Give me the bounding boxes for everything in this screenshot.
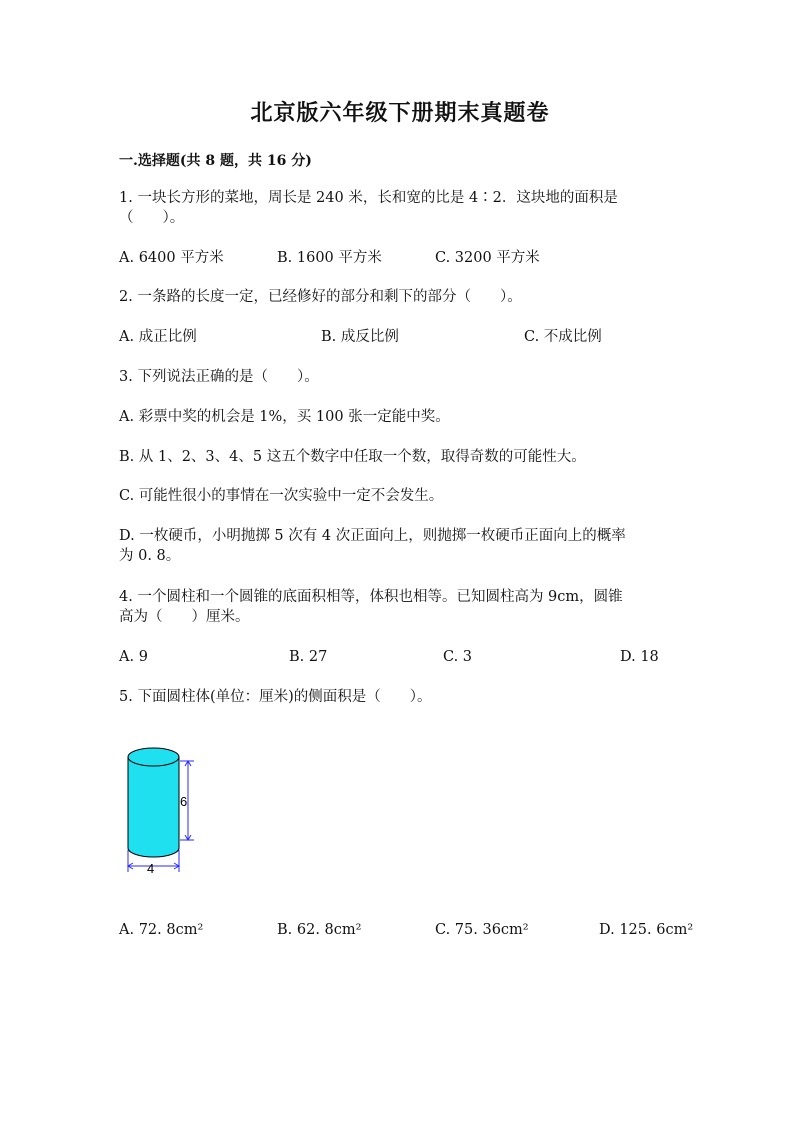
question-5-option-d[interactable]: D. 125. 6cm²: [599, 922, 694, 938]
question-4-option-a[interactable]: A. 9: [119, 649, 148, 665]
question-4-text-cont: 高为（ ）厘米。: [119, 609, 250, 625]
question-5-option-a[interactable]: A. 72. 8cm²: [119, 922, 204, 938]
cylinder-body: [128, 757, 179, 857]
question-3-option-b[interactable]: B. 从 1、2、3、4、5 这五个数字中任取一个数，取得奇数的可能性大。: [119, 449, 586, 465]
question-5-text: 5. 下面圆柱体(单位：厘米)的侧面积是（ ）。: [119, 689, 432, 705]
cylinder-top: [128, 748, 179, 766]
question-4-option-b[interactable]: B. 27: [289, 649, 328, 665]
question-1-option-b[interactable]: B. 1600 平方米: [277, 250, 382, 266]
question-4-option-d[interactable]: D. 18: [620, 649, 659, 665]
page-title: 北京版六年级下册期末真题卷: [250, 100, 550, 126]
section-heading: 一.选择题(共 8 题，共 16 分): [119, 153, 312, 169]
question-1-text: 1. 一块长方形的菜地，周长是 240 米，长和宽的比是 4∶2．这块地的面积是: [119, 190, 618, 206]
question-5-option-c[interactable]: C. 75. 36cm²: [435, 922, 529, 938]
question-3-option-d[interactable]: D. 一枚硬币，小明抛掷 5 次有 4 次正面向上，则抛掷一枚硬币正面向上的概率: [119, 528, 626, 544]
diameter-label: 4: [147, 861, 155, 876]
question-2-option-b[interactable]: B. 成反比例: [321, 329, 399, 345]
height-label: 6: [180, 794, 188, 809]
question-1-option-a[interactable]: A. 6400 平方米: [119, 250, 224, 266]
question-1-text-cont: （ ）。: [119, 210, 185, 226]
question-2-text: 2. 一条路的长度一定，已经修好的部分和剩下的部分（ ）。: [119, 289, 522, 305]
question-4-text: 4. 一个圆柱和一个圆锥的底面积相等，体积也相等。已知圆柱高为 9cm，圆锥: [119, 589, 623, 605]
question-5-option-b[interactable]: B. 62. 8cm²: [277, 922, 362, 938]
cylinder-figure: [116, 738, 226, 878]
cylinder-drawing: [116, 738, 226, 878]
question-1-option-c[interactable]: C. 3200 平方米: [435, 250, 540, 266]
question-2-option-a[interactable]: A. 成正比例: [119, 329, 197, 345]
question-3-option-c[interactable]: C. 可能性很小的事情在一次实验中一定不会发生。: [119, 488, 444, 504]
question-2-option-c[interactable]: C. 不成比例: [524, 329, 602, 345]
question-3-text: 3. 下列说法正确的是（ ）。: [119, 369, 319, 385]
question-4-option-c[interactable]: C. 3: [443, 649, 473, 665]
question-3-option-a[interactable]: A. 彩票中奖的机会是 1%，买 100 张一定能中奖。: [119, 409, 450, 425]
question-3-option-d-cont: 为 0. 8。: [119, 548, 181, 564]
